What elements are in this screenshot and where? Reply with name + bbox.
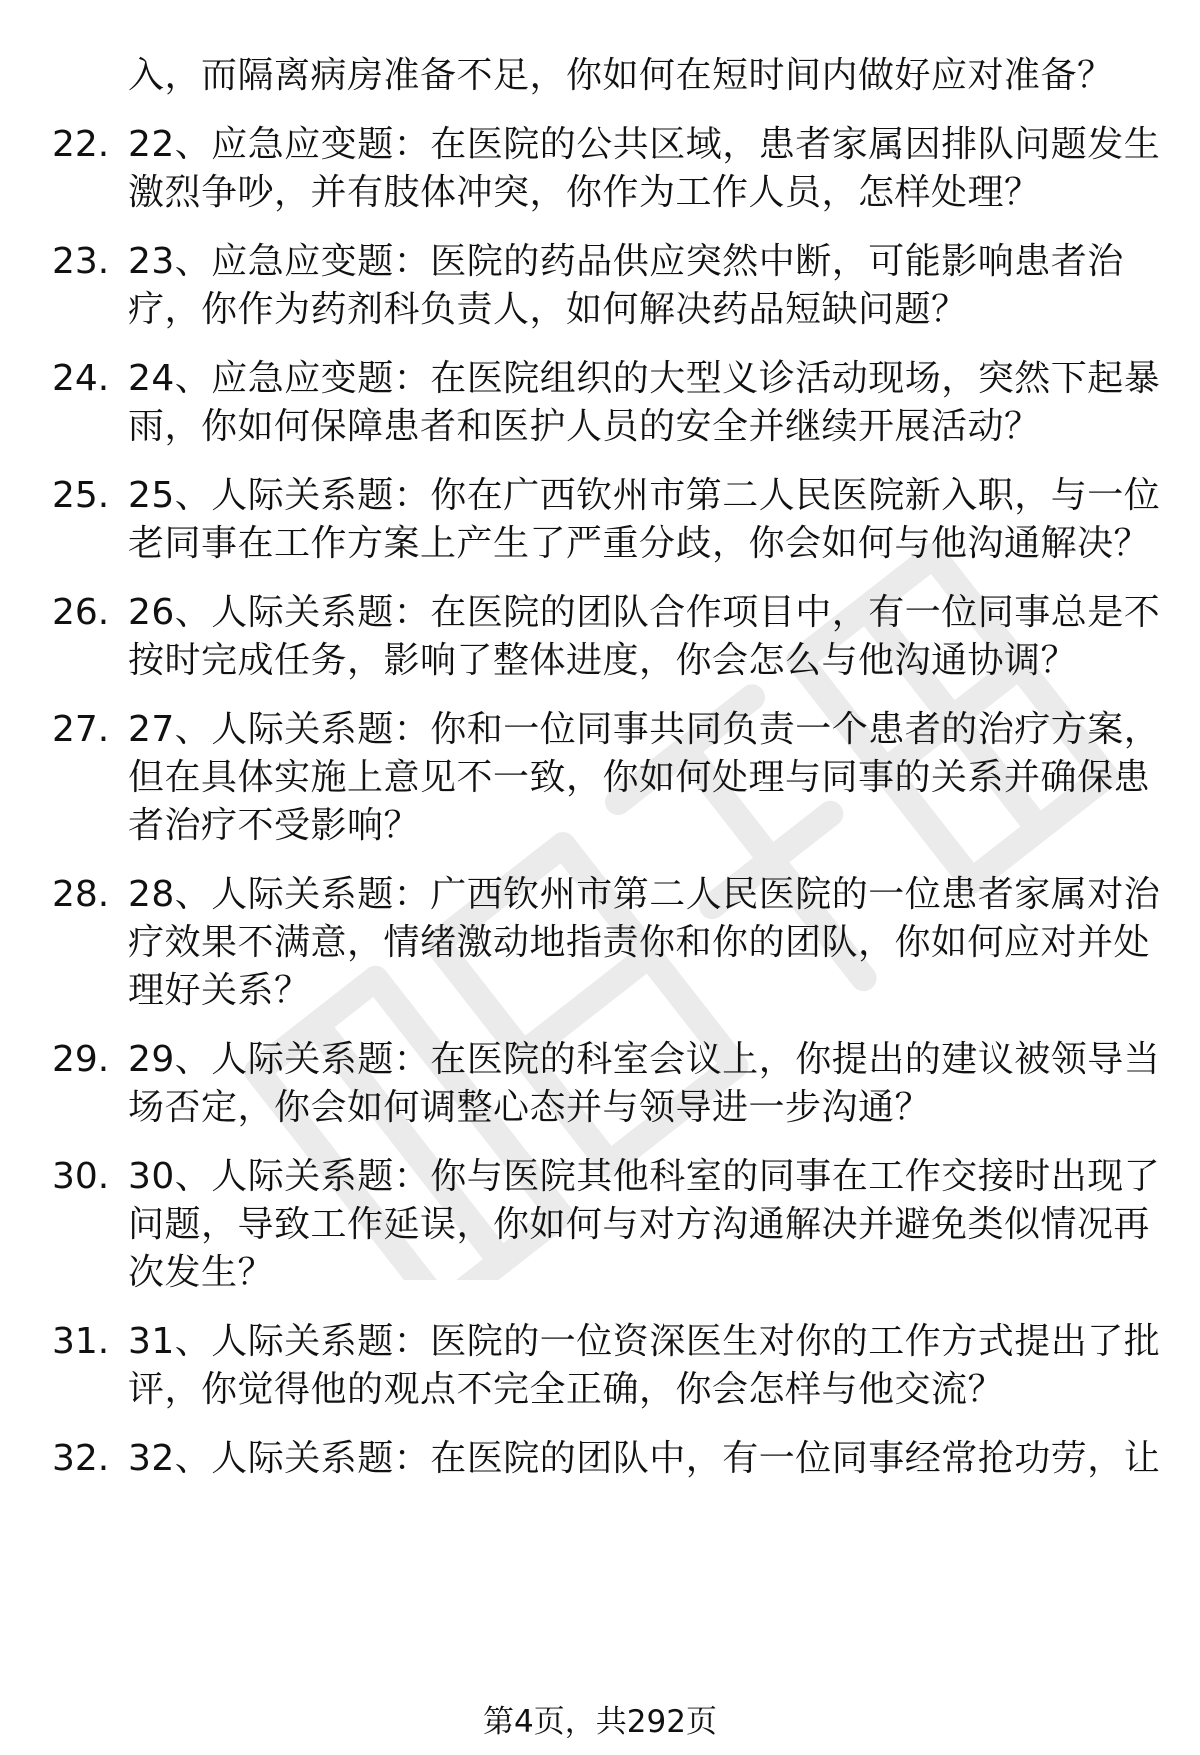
list-item-line: 评，你觉得他的观点不完全正确，你会怎样与他交流？ xyxy=(128,1369,1005,1410)
list-item-line: 次发生？ xyxy=(128,1252,275,1293)
page-footer: 第4页，共292页 xyxy=(483,1704,717,1740)
list-item-line: 27、人际关系题：你和一位同事共同负责一个患者的治疗方案， xyxy=(128,709,1161,750)
list-item-line: 场否定，你会如何调整心态并与领导进一步沟通？ xyxy=(128,1087,932,1128)
list-item xyxy=(0,121,1200,217)
list-item xyxy=(0,706,1200,850)
list-item-line: 31、人际关系题：医院的一位资深医生对你的工作方式提出了批 xyxy=(128,1321,1161,1362)
list-item-text xyxy=(0,121,1161,217)
question-list xyxy=(0,52,1200,1504)
list-item-line: 但在具体实施上意见不一致，你如何处理与同事的关系并确保患 xyxy=(128,757,1151,798)
continued-question-text: 入，而隔离病房准备不足，你如何在短时间内做好应对准备？ xyxy=(128,55,1114,96)
list-item xyxy=(0,1435,1200,1483)
list-item-text xyxy=(0,1435,1161,1483)
list-item xyxy=(0,1153,1200,1297)
list-item-text xyxy=(0,1036,1161,1132)
list-item-line: 雨，你如何保障患者和医护人员的安全并继续开展活动？ xyxy=(128,406,1041,447)
list-item-text xyxy=(0,589,1161,685)
list-item-line: 32、人际关系题：在医院的团队中，有一位同事经常抢功劳，让 xyxy=(128,1438,1161,1479)
list-item-line: 理好关系？ xyxy=(128,970,311,1011)
list-item-line: 26、人际关系题：在医院的团队合作项目中，有一位同事总是不 xyxy=(128,592,1161,633)
list-item-text xyxy=(0,472,1161,568)
list-item-line: 问题，导致工作延误，你如何与对方沟通解决并避免类似情况再 xyxy=(128,1204,1151,1245)
list-item-number: 25. xyxy=(52,475,110,516)
list-item xyxy=(0,472,1200,568)
list-item-number: 29. xyxy=(52,1039,110,1080)
list-item xyxy=(0,238,1200,334)
items-container xyxy=(0,121,1200,1483)
list-item-number: 30. xyxy=(52,1156,110,1197)
list-item xyxy=(0,1318,1200,1414)
list-item-text xyxy=(0,355,1161,451)
list-item-line: 22、应急应变题：在医院的公共区域，患者家属因排队问题发生 xyxy=(128,124,1161,165)
list-item-text xyxy=(0,1318,1161,1414)
list-item-number: 26. xyxy=(52,592,110,633)
list-item-number: 23. xyxy=(52,241,110,282)
list-item-number: 27. xyxy=(52,709,110,750)
list-item-text xyxy=(0,706,1161,850)
list-item-line: 30、人际关系题：你与医院其他科室的同事在工作交接时出现了 xyxy=(128,1156,1161,1197)
list-item-line: 按时完成任务，影响了整体进度，你会怎么与他沟通协调？ xyxy=(128,640,1078,681)
list-item-line: 29、人际关系题：在医院的科室会议上，你提出的建议被领导当 xyxy=(128,1039,1161,1080)
list-item-line: 24、应急应变题：在医院组织的大型义诊活动现场，突然下起暴 xyxy=(128,358,1161,399)
list-item-text xyxy=(0,238,1148,334)
list-item-number: 28. xyxy=(52,874,110,915)
list-item-line: 激烈争吵，并有肢体冲突，你作为工作人员，怎样处理？ xyxy=(128,172,1041,213)
list-item-line: 老同事在工作方案上产生了严重分歧，你会如何与他沟通解决？ xyxy=(128,523,1151,564)
list-item-line: 25、人际关系题：你在广西钦州市第二人民医院新入职，与一位 xyxy=(128,475,1161,516)
list-item-number: 31. xyxy=(52,1321,110,1362)
list-item-number: 24. xyxy=(52,358,110,399)
list-item-line: 23、应急应变题：医院的药品供应突然中断，可能影响患者治 xyxy=(128,241,1124,282)
list-item-line: 疗效果不满意，情绪激动地指责你和你的团队，你如何应对并处 xyxy=(128,922,1151,963)
list-item-line: 28、人际关系题：广西钦州市第二人民医院的一位患者家属对治 xyxy=(128,874,1161,915)
list-item-number: 22. xyxy=(52,124,110,165)
list-item xyxy=(0,1036,1200,1132)
list-item-line: 者治疗不受影响？ xyxy=(128,805,421,846)
list-item-line: 疗，你作为药剂科负责人，如何解决药品短缺问题？ xyxy=(128,289,968,330)
list-item-text xyxy=(0,871,1161,1015)
list-item xyxy=(0,871,1200,1015)
list-item-text xyxy=(0,1153,1161,1297)
list-item xyxy=(0,589,1200,685)
list-item-number: 32. xyxy=(52,1438,110,1479)
list-item xyxy=(0,355,1200,451)
